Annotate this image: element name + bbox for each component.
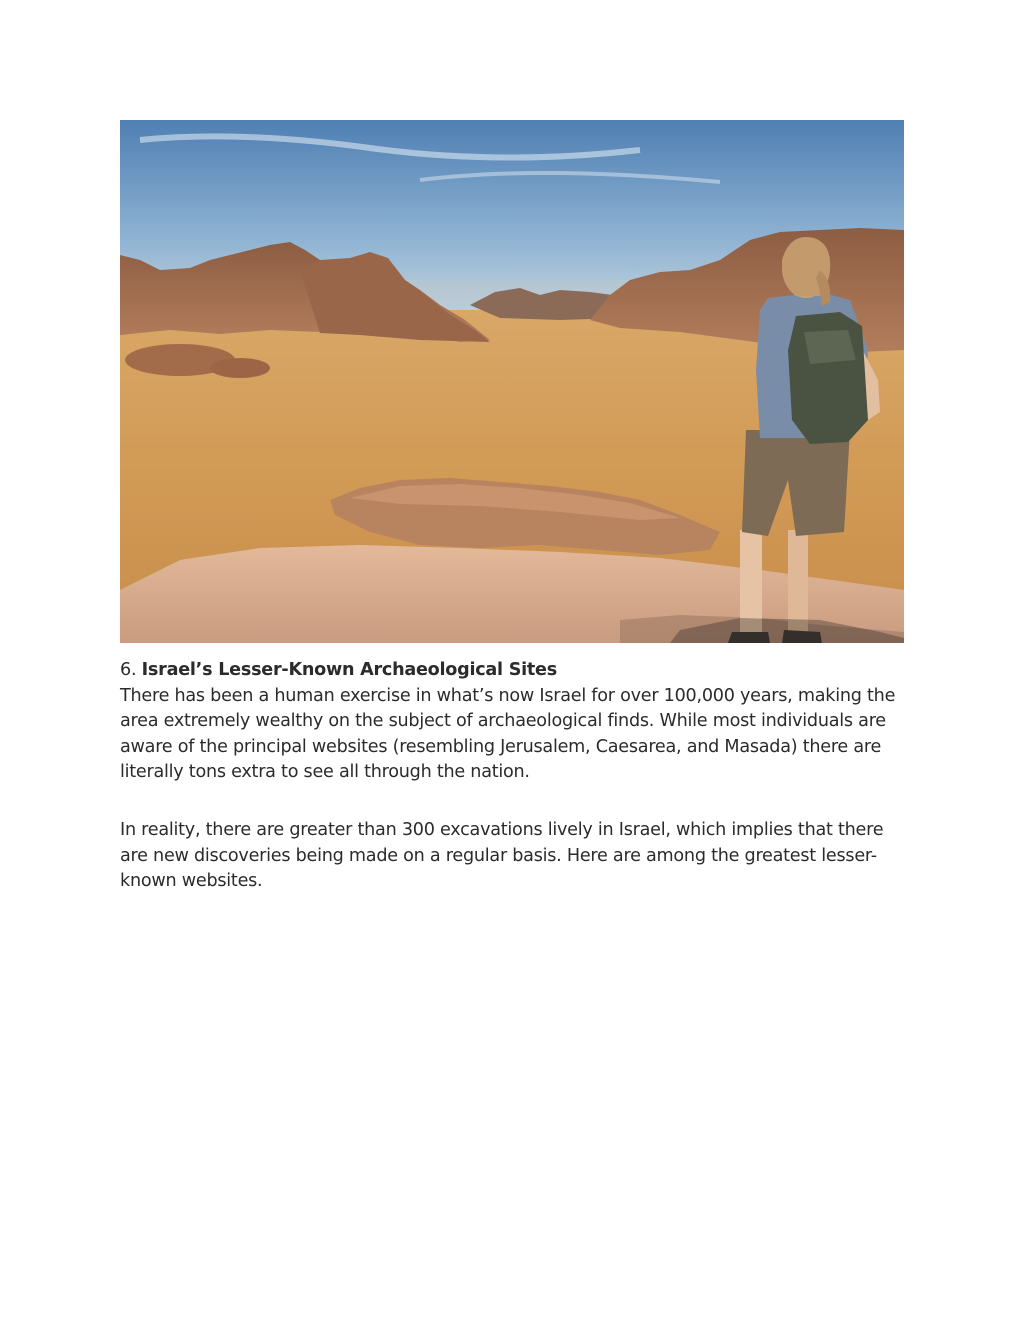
article-number: 6. — [120, 660, 137, 680]
article-body — [120, 658, 904, 895]
article-title: Israel’s Lesser-Known Archaeological Sites — [141, 660, 557, 680]
article-paragraph-1: There has been a human exercise in what’s now Israel for over 100,000 years, making the area extremely wealthy on the subject of archaeological finds. While most individuals are aware of the principal websites (resembling Jerusalem, Caesarea, and Masada) there are literally tons extra to see all through the nation. — [120, 685, 896, 783]
desert-landscape-photo — [120, 120, 904, 643]
article-paragraph-2: In reality, there are greater than 300 excavations lively in Israel, which implies that there are new discoveries being made on a regular basis. Here are among the greatest lesser-known websites. — [120, 819, 884, 892]
article-heading — [120, 658, 904, 684]
